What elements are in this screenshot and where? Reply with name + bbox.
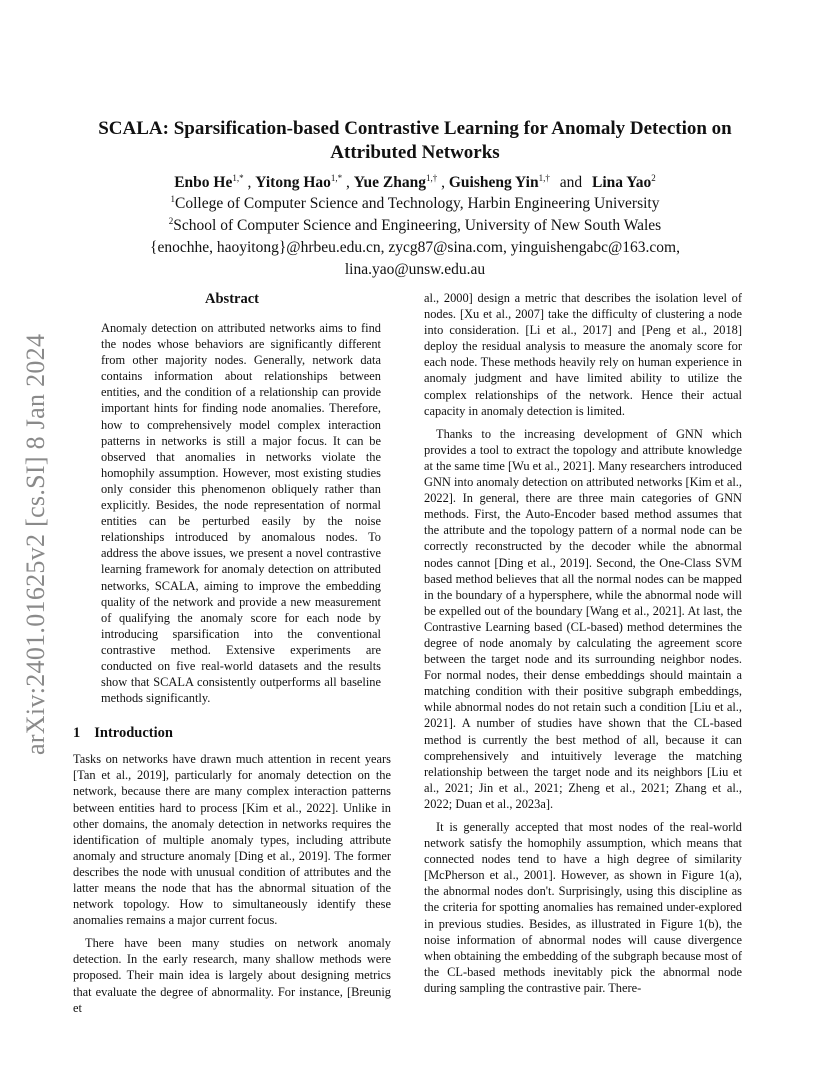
abstract-text: Anomaly detection on attributed networks aims to find the nodes whose behaviors are significantly different from other majority nodes. Generally, network data contains information about relationships between entities, and the condition of a relationship can provide important hints for finding node anomalies. Therefore, how to comprehensively model complex interaction patterns in networks is still a major focus. It can be observed that anomalies in networks violate the homophily assumption. However, most existing studies only consider this phenomenon obliquely rather than explicitly. Besides, the node representation of normal entities can be perturbed easily by the noise relationships introduced by anomalous nodes. To address the above issues, we present a novel contrastive learning framework for anomaly detection on attributed networks, SCALA, aiming to improve the embedding quality of the network and provide a new measurement of qualifying the anomaly score for each node by introducing sparsification into the conventional contrastive method. Extensive experiments are conducted on five real-world datasets and the results show that SCALA consistently outperforms all baseline methods significantly. bbox=[101, 321, 381, 706]
paragraph: It is generally accepted that most nodes of the real-world network satisfy the homophily assumption, which means that connected nodes tend to have a high degree of similarity [McPherson et al., 2001]. However, as shown in Figure 1(a), the abnormal nodes don't. Surprisingly, using this discipline as the criteria for spotting anomalies has remained under-explored in previous studies. Besides, as illustrated in Figure 1(b), the noise information of abnormal nodes will cause divergence when obtaining the embedding of the subgraph because most of the CL-based methods inevitably pick the abnormal node during sampling the contrastive pair. There- bbox=[424, 820, 742, 995]
section-heading bbox=[73, 724, 391, 742]
paragraph: Tasks on networks have drawn much attention in recent years [Tan et al., 2019], particularly for anomaly detection on the network, because there are many complex interaction patterns between entities hard to process [Kim et al., 2022]. Unlike in other domains, the anomaly detection in networks requires the identification of multiple anomaly types, including attribute anomaly and structure anomaly [Ding et al., 2019]. The former describes the node with unusual condition of attributes and the latter means the node that has the abnormal situation of the network topology. How to simultaneously identify these anomalies remains a major current focus. bbox=[73, 752, 391, 928]
author: Guisheng Yin$^{1,\dagger}$ bbox=[448, 173, 550, 191]
email-list: {enochhe, haoyitong}@hrbeu.edu.cn, zycg87@sina.com, yinguishengabc@163.com, bbox=[150, 239, 680, 256]
affiliations bbox=[70, 193, 760, 281]
arxiv-identifier: arXiv:2401.01625v2 [cs.SI] 8 Jan 2024 bbox=[21, 333, 50, 755]
author-line bbox=[70, 172, 760, 194]
paper-title: SCALA: Sparsification-based Contrastive Learning for Anomaly Detection on Attributed Networks bbox=[98, 118, 732, 163]
affiliation: $^1$College of Computer Science and Technology, Harbin Engineering University bbox=[170, 194, 660, 212]
left-column bbox=[73, 290, 391, 1023]
paragraph: There have been many studies on network anomaly detection. In the early research, many shallow methods were proposed. Their main idea is largely about designing metrics that evaluate the degree of abnormality. For instance, [Breunig et bbox=[73, 936, 391, 1015]
author: Yue Zhang$^{1,\dagger}$ , bbox=[353, 173, 449, 191]
author: Yitong Hao$^{1,*}$ , bbox=[255, 173, 354, 191]
paragraph: Thanks to the increasing development of GNN which provides a tool to extract the topology and attribute knowledge at the same time [Wu et al., 2021]. Many researchers introduced GNN into anomaly detection on attributed networks [Kim et al., 2022]. In general, there are three main categories of GNN methods. First, the Auto-Encoder based method assumes that the attribute and the topology pattern of a normal node can be correctly reconstructed by the decoder while the abnormal nodes cannot [Ding et al., 2019]. Second, the One-Class SVM based method believes that all the normal nodes can be mapped in the boundary of a hypersphere, while the abnormal node will be expelled out of the boundary [Wang et al., 2021]. At last, the Contrastive Learning based (CL-based) method determines the degree of node anomaly by calculating the agreement score between the target node and its surrounding neighbor nodes. For normal nodes, their dense embeddings should maintain a matching condition with their positive subgraph embeddings, while abnormal nodes do not retain such a condition [Liu et al., 2021]. A number of studies have shown that the CL-based method is currently the best method of all, because it can comprehensively and intuitively leverage the matching relationship between the target node and its neighbors [Liu et al., 2021; Jin et al., 2021; Zheng et al., 2021; Zhang et al., 2022; Duan et al., 2023a]. bbox=[424, 426, 742, 811]
right-column bbox=[424, 290, 742, 1003]
section-title: Introduction bbox=[94, 725, 173, 742]
abstract-heading: Abstract bbox=[205, 291, 259, 307]
authors-and: and bbox=[559, 174, 583, 191]
paragraph: al., 2000] design a metric that describes the isolation level of nodes. [Xu et al., 2007] take the difficulty of clustering a node into consideration. [Li et al., 2017] and [Peng et al., 2018] deploy the residual analysis to measure the anomaly score for each node. These methods heavily rely on human experience in anomaly judgment and have limited ability to utilize the complex relationships of the network. Hence their actual capacity in anomaly detection is limited. bbox=[424, 291, 742, 418]
author: Enbo $He^{1,*}$ , bbox=[174, 173, 256, 191]
author: Lina Yao$^2$ bbox=[591, 173, 656, 191]
section-number: 1 bbox=[73, 725, 81, 742]
email-list: lina.yao@unsw.edu.au bbox=[344, 261, 486, 278]
affiliation: $^2$School of Computer Science and Engineering, University of New South Wales bbox=[168, 216, 662, 234]
